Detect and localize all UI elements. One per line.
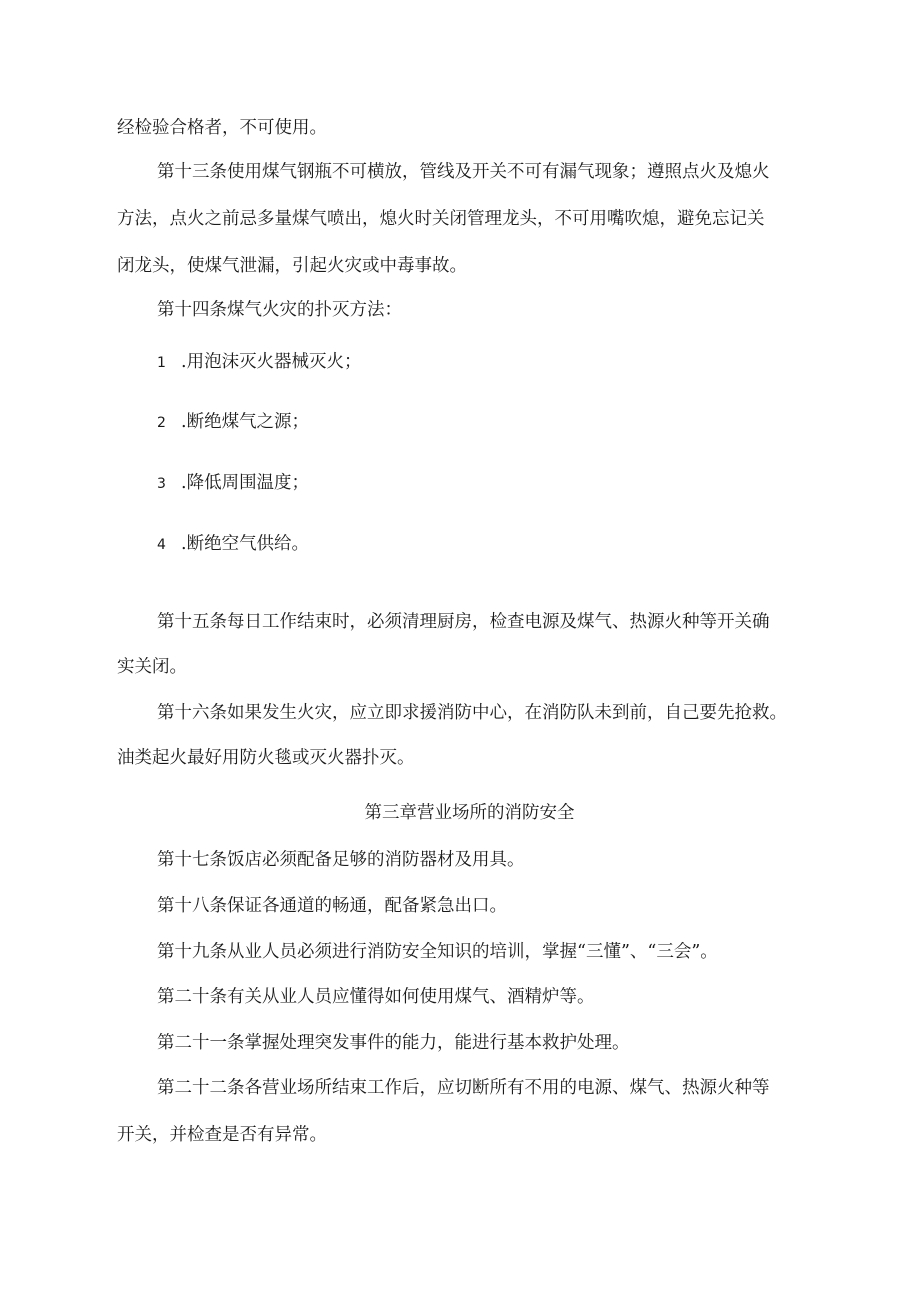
article-19: 第十九条从业人员必须进行消防安全知识的培训，掌握“三懂”、“三会”。 — [157, 942, 718, 962]
paragraph-line: 经检验合格者，不可使用。 — [117, 118, 327, 138]
article-15-line-1: 第十五条每日工作结束时，必须清理厨房，检查电源及煤气、热源火种等开关确 — [157, 612, 770, 632]
list-item-number: 2 — [157, 415, 166, 431]
article-13-line-3: 闭龙头，使煤气泄漏，引起火灾或中毒事故。 — [117, 256, 467, 276]
article-15-line-2: 实关闭。 — [117, 657, 187, 677]
article-20: 第二十条有关从业人员应懂得如何使用煤气、酒精炉等。 — [157, 987, 595, 1007]
list-item-text: .断绝空气供给。 — [181, 534, 310, 554]
article-22-line-1: 第二十二条各营业场所结束工作后，应切断所有不用的电源、煤气、热源火种等 — [157, 1078, 770, 1098]
article-18: 第十八条保证各通道的畅通，配备紧急出口。 — [157, 896, 507, 916]
list-item-text: .降低周围温度； — [181, 473, 310, 493]
article-13-line-1: 第十三条使用煤气钢瓶不可横放，管线及开关不可有漏气现象；遵照点火及熄火 — [157, 162, 770, 182]
article-13-line-2: 方法，点火之前忌多量煤气喷出，熄火时关闭管理龙头，不可用嘴吹熄，避免忘记关 — [117, 209, 765, 229]
article-22-line-2: 开关，并检查是否有异常。 — [117, 1125, 327, 1145]
chapter-heading: 第三章营业场所的消防安全 — [364, 803, 575, 823]
article-16-line-1: 第十六条如果发生火灾，应立即求援消防中心，在消防队未到前，自己要先抢救。 — [157, 703, 787, 723]
list-item-number: 1 — [157, 355, 166, 371]
list-item — [157, 471, 822, 496]
article-17: 第十七条饭店必须配备足够的消防器材及用具。 — [157, 850, 525, 870]
list-item — [157, 410, 822, 435]
list-item-number: 4 — [157, 537, 166, 553]
list-item — [157, 532, 822, 557]
list-item-text: .用泡沫灭火器械灭火； — [181, 352, 362, 372]
list-item-number: 3 — [157, 476, 166, 492]
article-21: 第二十一条掌握处理突发事件的能力，能进行基本救护处理。 — [157, 1033, 630, 1053]
article-16-line-2: 油类起火最好用防火毯或灭火器扑灭。 — [117, 748, 415, 768]
article-14: 第十四条煤气火灾的扑灭方法： — [157, 300, 402, 320]
list-item — [157, 350, 822, 375]
list-item-text: .断绝煤气之源； — [181, 412, 310, 432]
